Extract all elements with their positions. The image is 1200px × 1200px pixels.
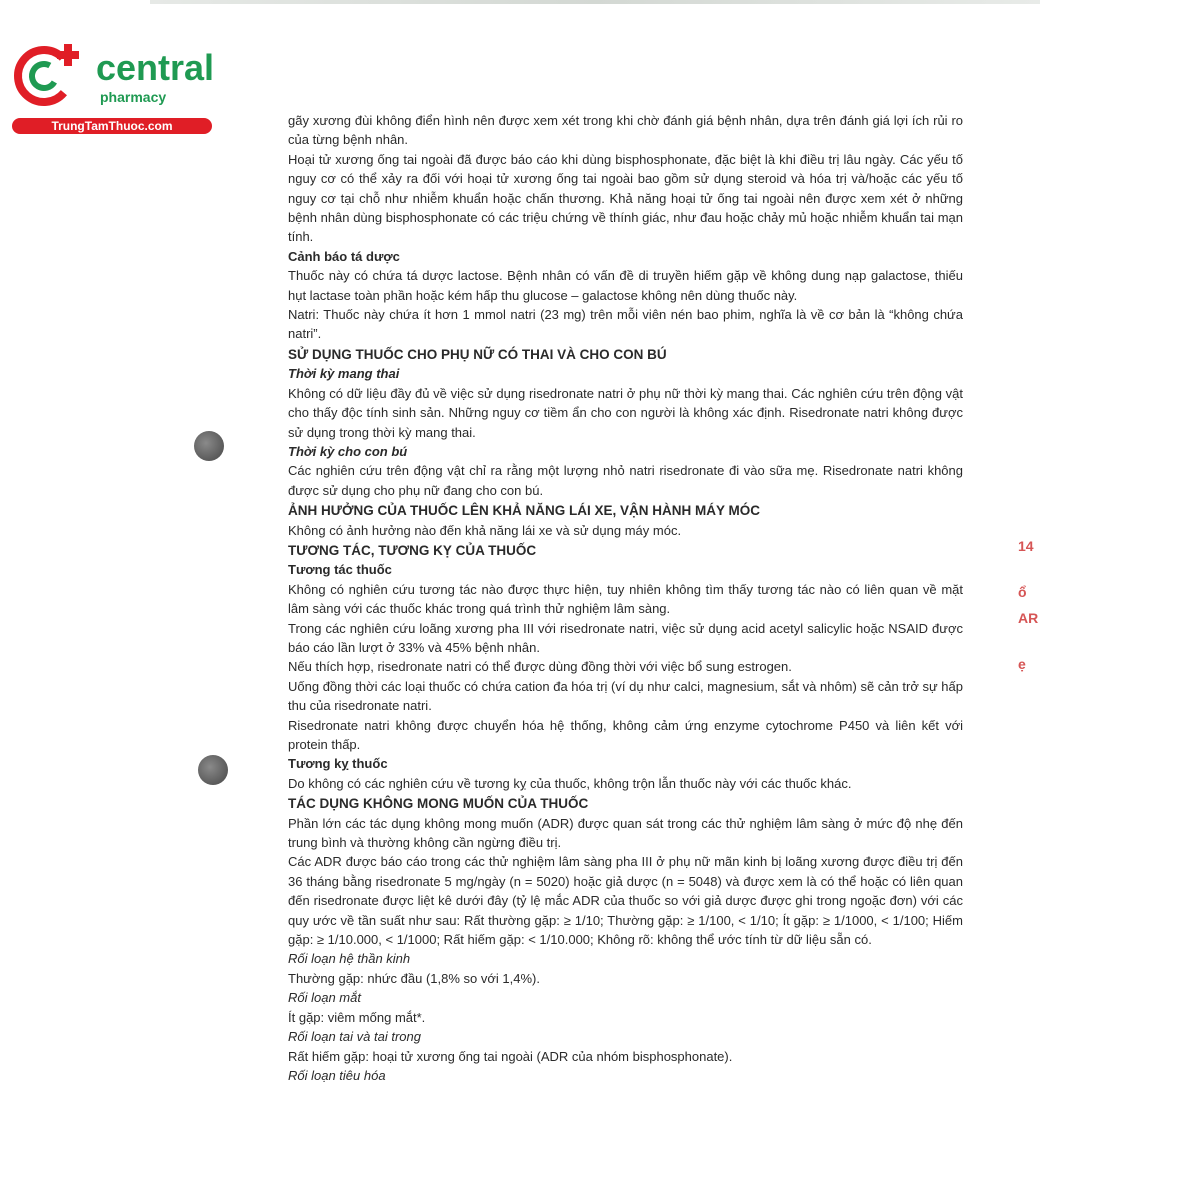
- body-paragraph: Natri: Thuốc này chứa ít hơn 1 mmol natri (23 mg) trên mỗi viên nén bao phim, nghĩa là về cơ bản là “không chứa natri”.: [288, 307, 963, 342]
- body-paragraph: Risedronate natri không được chuyển hóa hệ thống, không cảm ứng enzyme cytochrome P450 và liên kết với protein thấp.: [288, 717, 963, 752]
- body-paragraph: Thường gặp: nhức đầu (1,8% so với 1,4%).: [288, 970, 540, 986]
- category-label: Rối loạn tiêu hóa: [288, 1067, 386, 1083]
- body-paragraph: Phần lớn các tác dụng không mong muốn (ADR) được quan sát trong các thử nghiệm lâm sàng ở mức độ nhẹ đến trung bình và thường không cần ngừng điều trị.: [288, 815, 963, 851]
- category-label: Rối loạn hệ thần kinh: [288, 951, 411, 967]
- subsection-heading-italic: Thời kỳ cho con bú: [288, 443, 408, 459]
- body-paragraph: Không có ảnh hưởng nào đến khả năng lái xe và sử dụng máy móc.: [288, 522, 682, 538]
- body-paragraph: Nếu thích hợp, risedronate natri có thể được dùng đồng thời với việc bổ sung estrogen.: [288, 659, 792, 675]
- subsection-heading: Tương tác thuốc: [288, 562, 392, 578]
- subsection-heading: Cảnh báo tá dược: [288, 248, 400, 264]
- body-paragraph: Rất hiếm gặp: hoại tử xương ống tai ngoài (ADR của nhóm bisphosphonate).: [288, 1048, 733, 1064]
- body-paragraph: Không có dữ liệu đầy đủ về việc sử dụng risedronate natri ở phụ nữ thời kỳ mang thai. Các nghiên cứu trên động vật cho thấy độc tính sinh sản. Những nguy cơ tiềm ẩn cho con người là không xác định. Risedronate natri không được sử dụng trong thời kỳ mang thai.: [288, 385, 963, 440]
- body-paragraph: Ít gặp: viêm mống mắt*.: [288, 1009, 426, 1025]
- scan-top-edge: [150, 0, 1040, 4]
- margin-mark: ổ: [1018, 584, 1027, 600]
- body-paragraph: Thuốc này có chứa tá dược lactose. Bệnh nhân có vấn đề di truyền hiếm gặp về không dung nạp galactose, thiếu hụt lactase toàn phần hoặc kém hấp thu glucose – galactose không nên dùng thuốc này.: [288, 268, 963, 303]
- brand-name: central: [96, 47, 215, 88]
- margin-mark: ẹ: [1018, 656, 1026, 672]
- body-paragraph: gãy xương đùi không điển hình nên được xem xét trong khi chờ đánh giá bệnh nhân, dựa trên đánh giá lợi ích rủi ro của từng bệnh nhân.: [288, 113, 963, 148]
- subsection-heading-italic: Thời kỳ mang thai: [288, 366, 400, 382]
- brand-subtitle: pharmacy: [100, 89, 167, 105]
- margin-mark: 14: [1018, 538, 1034, 554]
- margin-stamp-marks: [1018, 538, 1044, 688]
- body-paragraph: Hoại tử xương ống tai ngoài đã được báo cáo khi dùng bisphosphonate, đặc biệt là khi điều trị lâu ngày. Các yếu tố nguy cơ có thể xảy ra đối với hoại tử xương ống tai ngoài bao gồm sử dụng steroid và hóa trị và/hoặc các yếu tố nguy cơ tại chỗ như nhiễm khuẩn hoặc chấn thương. Khả năng hoại tử ống tai ngoài nên được xem xét ở những bệnh nhân dùng bisphosphonate có các triệu chứng về thính giác, như đau hoặc chảy mủ hoặc nhiễm khuẩn tai mạn tính.: [288, 151, 963, 245]
- subsection-heading: Tương kỵ thuốc: [288, 756, 388, 772]
- body-paragraph: Trong các nghiên cứu loãng xương pha III với risedronate natri, việc sử dụng acid acetyl salicylic hoặc NSAID được báo cáo lần lượt ở 33% và 45% bệnh nhân.: [288, 620, 963, 655]
- leaflet-text-column: [288, 111, 963, 1085]
- section-heading: TÁC DỤNG KHÔNG MONG MUỐN CỦA THUỐC: [288, 796, 589, 812]
- section-heading: TƯƠNG TÁC, TƯƠNG KỴ CỦA THUỐC: [288, 542, 537, 558]
- section-heading: ẢNH HƯỞNG CỦA THUỐC LÊN KHẢ NĂNG LÁI XE, VẬN HÀNH MÁY MÓC: [288, 503, 760, 519]
- brand-site-link[interactable]: TrungTamThuoc.com: [12, 118, 212, 134]
- body-paragraph: Do không có các nghiên cứu về tương kỵ của thuốc, không trộn lẫn thuốc này với các thuốc khác.: [288, 775, 852, 791]
- punch-hole-top: [194, 431, 224, 461]
- central-pharmacy-logo[interactable]: [10, 40, 215, 140]
- section-heading: SỬ DỤNG THUỐC CHO PHỤ NỮ CÓ THAI VÀ CHO CON BÚ: [288, 346, 667, 362]
- logo-mark-icon: [10, 40, 90, 110]
- category-label: Rối loạn mắt: [288, 990, 361, 1006]
- body-paragraph: Các nghiên cứu trên động vật chỉ ra rằng một lượng nhỏ natri risedronate đi vào sữa mẹ. Risedronate natri không được sử dụng cho phụ nữ đang cho con bú.: [288, 463, 963, 498]
- margin-mark: AR: [1018, 610, 1039, 626]
- body-paragraph: Uống đồng thời các loại thuốc có chứa cation đa hóa trị (ví dụ như calci, magnesium, sắt và nhôm) sẽ cản trở sự hấp thu của risedronate natri.: [288, 678, 963, 714]
- body-paragraph: Không có nghiên cứu tương tác nào được thực hiện, tuy nhiên không tìm thấy tương tác nào có liên quan về mặt lâm sàng với các thuốc khác trong quá trình thử nghiệm lâm sàng.: [288, 581, 963, 617]
- category-label: Rối loạn tai và tai trong: [288, 1029, 421, 1045]
- punch-hole-bottom: [198, 755, 228, 785]
- body-paragraph: Các ADR được báo cáo trong các thử nghiệm lâm sàng pha III ở phụ nữ mãn kinh bị loãng xương được điều trị đến 36 tháng bằng risedronate 5 mg/ngày (n = 5020) hoặc giả dược (n = 5048) và được xem là có thể hoặc có liên quan đến risedronate được liệt kê dưới đây (tỷ lệ mắc ADR của thuốc so với giả dược được ghi trong ngoặc đơn) với các quy ước về tần suất như sau: Rất thường gặp: ≥ 1/10; Thường gặp: ≥ 1/100, < 1/10; Ít gặp: ≥ 1/1000, < 1/100; Hiếm gặp: ≥ 1/10.000, < 1/1000; Rất hiếm gặp: < 1/10.000; Không rõ: không thể ước tính từ dữ liệu sẵn có.: [288, 854, 963, 948]
